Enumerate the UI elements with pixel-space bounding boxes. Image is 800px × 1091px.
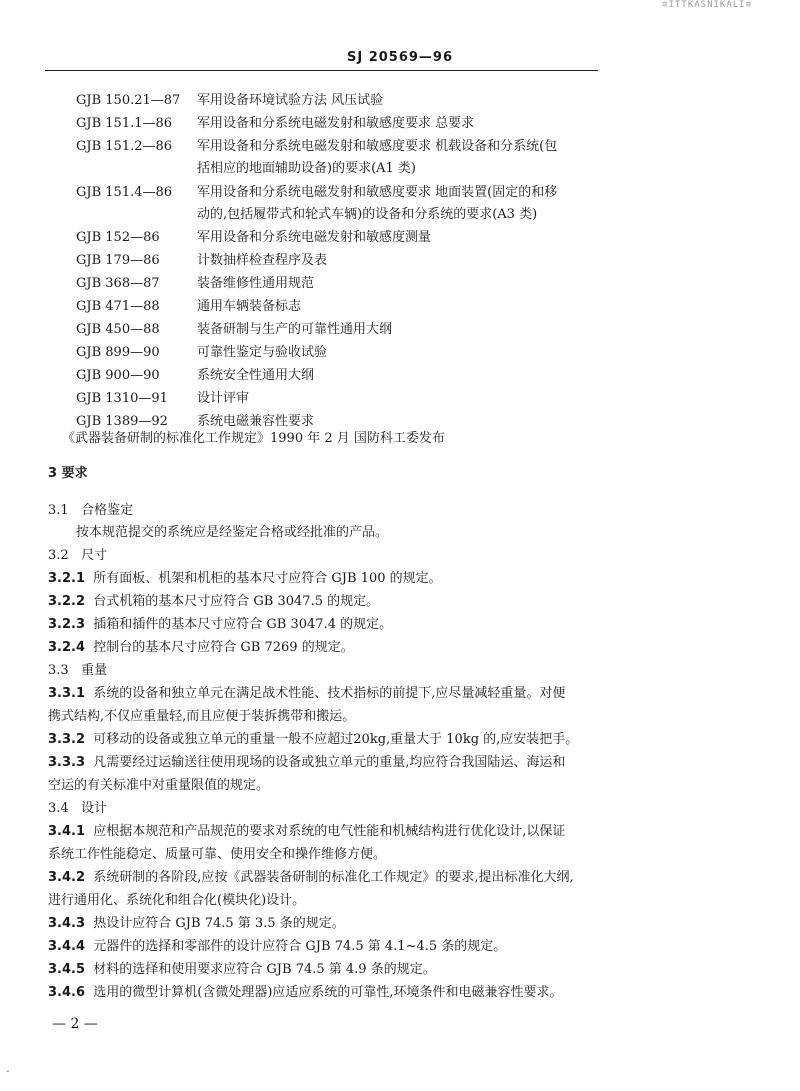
clause-text: 元器件的选择和零部件的设计应符合 GJB 74.5 第 4.1~4.5 条的规定。 [93,939,507,954]
clause-3-4-2 [48,867,574,889]
reference-title-line: 军用设备环境试验方法 风压试验 [197,93,384,108]
clause-text-continued: 携式结构,不仅应重量轻,而且应便于装拆携带和搬运。 [48,709,356,724]
watermark-text: ≡ITTKASNIKALI≡ [662,0,752,10]
reference-code: GJB 151.1—86 [76,115,173,131]
reference-title-line: 军用设备和分系统电磁发射和敏感度要求 机载设备和分系统(包 [197,138,558,154]
reference-title [197,342,597,364]
reference-title [197,273,597,295]
reference-code: GJB 450—88 [76,322,160,337]
reference-title-line: 可靠性鉴定与验收试验 [197,344,328,360]
clause-number: 3.4.5 [48,962,86,977]
clause-text: 选用的微型计算机(含微处理器)应适应系统的可靠性,环境条件和电磁兼容性要求。 [93,985,563,1000]
reference-title [197,365,597,387]
reference-title-line: 括相应的地面辅助设备)的要求(A1 类) [197,160,417,176]
reference-title-line: 计数抽样检查程序及表 [197,253,328,269]
clause-3-4-1 [48,821,565,843]
clause-3-2-4 [48,637,354,659]
clause-number: 3.2 [48,548,69,563]
reference-code: GJB 471—88 [76,299,160,315]
clause-text: 凡需要经过运输送往使用现场的设备或独立单元的重量,均应符合我国陆运、海运和 [93,755,566,770]
header-rule [45,70,598,71]
clause-text: 材料的选择和使用要求应符合 GJB 74.5 第 4.9 条的规定。 [93,962,436,977]
reference-code: GJB 179—86 [76,253,160,269]
reference-title-line: 装备维修性通用规范 [197,276,315,292]
reference-code: GJB 900—90 [76,367,160,383]
clause-text: 系统的设备和独立单元在满足战术性能、技术指标的前提下,应尽量减轻重量。对便 [93,686,566,701]
reference-code: GJB 1310—91 [76,390,168,406]
reference-title [197,90,597,112]
clause-3-4-6 [48,982,563,1004]
clause-number: 3.3.3 [48,755,86,770]
clause-text: 可移动的设备或独立单元的重量一般不应超过20kg,重量大于 10kg 的,应安装把手。 [93,732,579,747]
clause-number: 3.4.2 [48,870,86,885]
clause-3-2 [48,545,107,567]
clause-3-3-1 [48,683,565,705]
clause-text: 台式机箱的基本尺寸应符合 GB 3047.5 的规定。 [93,594,380,609]
margin-mark: - [6,1066,10,1077]
clause-text: 热设计应符合 GJB 74.5 第 3.5 条的规定。 [93,916,345,931]
clause-3-1 [48,500,133,522]
section-3-heading: 3 要求 [48,466,88,481]
reference-code: GJB 150.21—87 [76,93,181,108]
reference-code: GJB 899—90 [76,344,160,360]
clause-title: 设计 [81,801,108,816]
clause-number: 3.1 [48,503,69,518]
clause-number: 3.3.2 [48,732,86,747]
reference-title [197,182,597,226]
clause-3-4-3 [48,913,345,935]
clause-3-4-4 [48,936,506,958]
clause-text-continued: 进行通用化、系统化和组合化(模块化)设计。 [48,893,306,908]
clause-title: 合格鉴定 [81,503,134,518]
reference-title-line: 系统安全性通用大纲 [197,367,315,383]
clause-title: 尺寸 [81,548,108,563]
clause-3-3 [48,660,107,682]
clause-number: 3.4.3 [48,916,86,931]
clause-3-2-1 [48,568,442,590]
reference-title [197,319,597,341]
reference-title-line: 装备研制与生产的可靠性通用大纲 [197,322,393,337]
clause-number: 3.2.3 [48,617,86,632]
clause-3-3-2 [48,729,578,751]
page-header-standard-code: SJ 20569—96 [346,50,454,65]
clause-text: 插箱和插件的基本尺寸应符合 GB 3047.4 的规定。 [93,617,393,632]
clause-text: 按本规范提交的系统应是经鉴定合格或经批准的产品。 [76,525,389,540]
clause-3-3-3 [48,752,565,774]
clause-number: 3.4 [48,801,69,816]
clause-number: 3.2.4 [48,640,86,655]
reference-title-line: 设计评审 [197,390,250,406]
reference-title [197,113,597,135]
reference-code: GJB 151.2—86 [76,138,173,154]
clause-number: 3.4.6 [48,985,86,1000]
clause-text-continued: 系统工作性能稳定、质量可靠、使用安全和操作维修方便。 [48,847,387,862]
clause-number: 3.2.1 [48,571,86,586]
clause-title: 重量 [81,663,108,678]
clause-3-4 [48,798,107,820]
reference-code: GJB 152—86 [76,230,160,246]
clause-3-4-5 [48,959,436,981]
clause-3-2-2 [48,591,379,613]
reference-title [197,296,597,318]
reference-code: GJB 151.4—86 [76,184,173,200]
clause-3-2-3 [48,614,392,636]
page-number: — 2 — [52,1016,98,1032]
clause-text: 应根据本规范和产品规范的要求对系统的电气性能和机械结构进行优化设计,以保证 [93,824,566,839]
clause-number: 3.4.1 [48,824,86,839]
reference-title [197,227,597,249]
clause-text: 系统研制的各阶段,应按《武器装备研制的标准化工作规定》的要求,提出标准化大纲, [93,870,574,885]
reference-title-line: 军用设备和分系统电磁发射和敏感度测量 [197,230,432,246]
reference-code: GJB 1389—92 [76,413,168,429]
clause-number: 3.3.1 [48,686,86,701]
clause-number: 3.4.4 [48,939,86,954]
clause-text-continued: 空运的有关标准中对重量限值的规定。 [48,778,270,793]
reference-title-line: 军用设备和分系统电磁发射和敏感度要求 地面装置(固定的和移 [197,184,558,200]
reference-title-line: 动的,包括履带式和轮式车辆)的设备和分系统的要求(A3 类) [197,206,538,222]
clause-number: 3.2.2 [48,594,86,609]
clause-number: 3.3 [48,663,69,678]
reference-note: 《武器装备研制的标准化工作规定》1990 年 2 月 国防科工委发布 [62,431,445,446]
reference-title-line: 军用设备和分系统电磁发射和敏感度要求 总要求 [197,115,475,131]
reference-title-line: 系统电磁兼容性要求 [197,413,315,429]
clause-text: 所有面板、机架和机柜的基本尺寸应符合 GJB 100 的规定。 [93,571,442,586]
reference-title [197,388,597,410]
reference-code: GJB 368—87 [76,276,160,292]
clause-text: 控制台的基本尺寸应符合 GB 7269 的规定。 [93,640,354,655]
reference-title [197,250,597,272]
reference-title-line: 通用车辆装备标志 [197,299,302,315]
reference-title [197,136,597,180]
